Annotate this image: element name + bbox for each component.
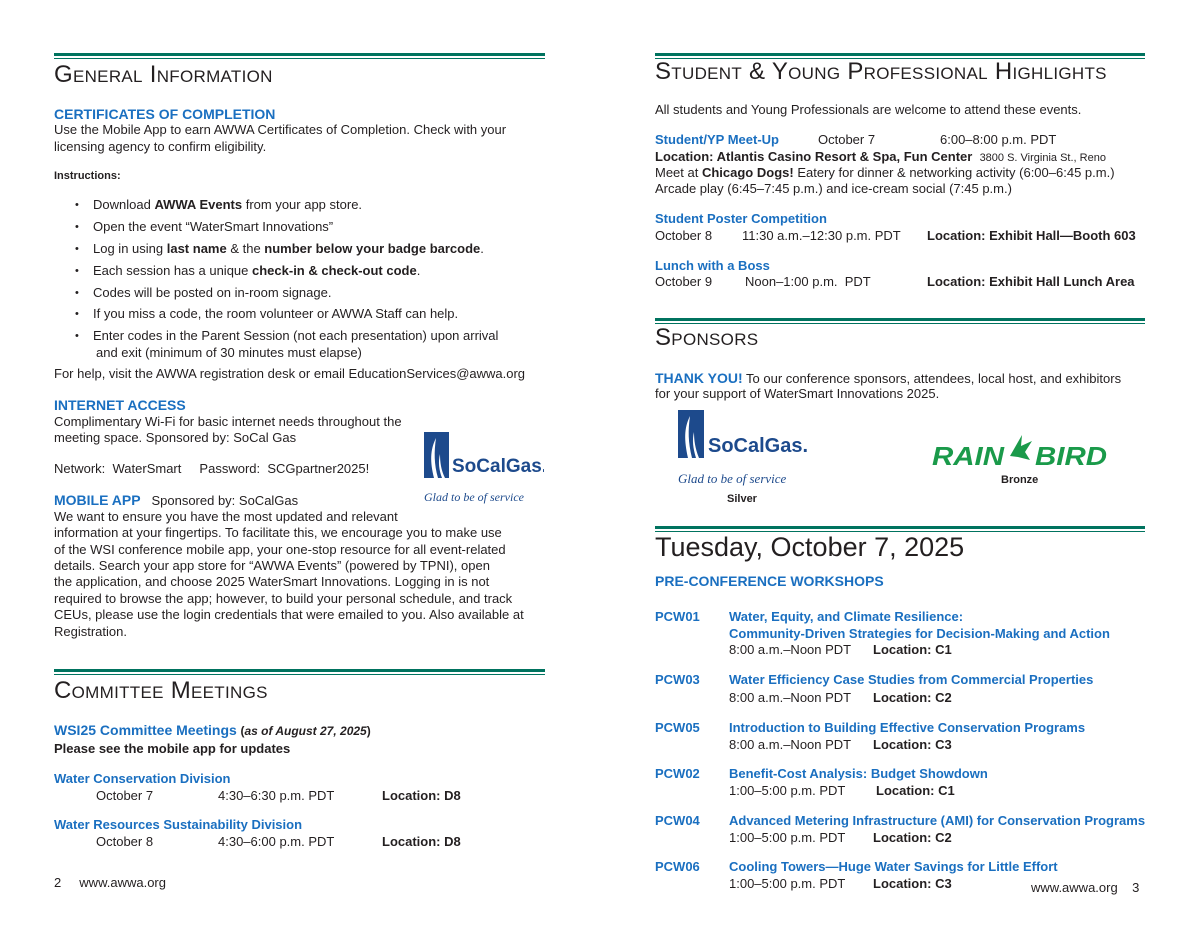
workshop-time: 1:00–5:00 p.m. PDT <box>729 782 846 798</box>
bullet-continuation: and exit (minimum of 30 minutes must elapse) <box>96 345 362 360</box>
body-text: Use the Mobile App to earn AWWA Certificates of Completion. Check with your <box>54 122 507 137</box>
bullet-item: • Open the event “WaterSmart Innovations” <box>93 219 333 235</box>
meeting-name: Water Resources Sustainability Division <box>54 817 303 832</box>
workshop-location: Location: C2 <box>873 689 952 705</box>
event-location: Location: Exhibit Hall—Booth 603 <box>927 228 1136 243</box>
meeting-name: Water Conservation Division <box>54 771 231 786</box>
mobile-app-line: MOBILE APP Sponsored by: SoCalGas <box>54 492 299 508</box>
workshop-title: Advanced Metering Infrastructure (AMI) for Conservation Programs <box>729 813 1146 828</box>
socalgas-logo <box>424 432 544 507</box>
workshop-location: Location: C3 <box>873 875 952 891</box>
committee-heading: WSI25 Committee Meetings (as of August 27, 2025) <box>54 722 371 738</box>
sponsor-level: Bronze <box>1001 474 1039 486</box>
body-text: details. Search your app store for “AWWA Events” (powered by TPNI), open <box>54 558 490 573</box>
event-detail: Arcade play (6:45–7:45 p.m.) and ice-cream social (7:45 p.m.) <box>655 181 1012 196</box>
svg-text:RAIN: RAIN <box>932 441 1006 468</box>
workshop-title: Community-Driven Strategies for Decision-Making and Action <box>729 625 1110 641</box>
workshop-code: PCW02 <box>655 766 700 781</box>
event-time: 6:00–8:00 p.m. PDT <box>940 132 1057 147</box>
meeting-date: October 7 <box>96 788 154 803</box>
workshop-location: Location: C1 <box>873 642 952 657</box>
body-text: of the WSI conference mobile app, your one-stop resource for all event-related <box>54 542 506 557</box>
workshop-location: Location: C2 <box>873 829 952 845</box>
bullet-item: • Log in using last name & the number below your badge barcode. <box>93 241 484 257</box>
workshop-title: Introduction to Building Effective Conservation Programs <box>729 720 1086 735</box>
sponsors-thanks: THANK YOU! To our conference sponsors, attendees, local host, and exhibitors <box>655 370 1122 386</box>
help-text: For help, visit the AWWA registration desk or email EducationServices@awwa.org <box>54 366 526 381</box>
bullet-item: • If you miss a code, the room volunteer or AWWA Staff can help. <box>93 306 458 322</box>
meeting-date: October 8 <box>96 834 154 849</box>
network-info: Network: WaterSmart Password: SCGpartner2025! <box>54 461 370 476</box>
workshop-time: 8:00 a.m.–Noon PDT <box>729 642 852 657</box>
internet-heading: INTERNET ACCESS <box>54 397 186 413</box>
sponsors-body: for your support of WaterSmart Innovations 2025. <box>655 386 940 401</box>
socalgas-sponsor-logo <box>678 410 808 490</box>
svg-text:SoCalGas.: SoCalGas. <box>708 435 808 457</box>
section-title-student: Student & Young Professional Highlights <box>655 58 1107 85</box>
section-title-committee: Committee Meetings <box>54 677 268 704</box>
workshop-time: 1:00–5:00 p.m. PDT <box>729 875 846 891</box>
svg-text:SoCalGas.: SoCalGas. <box>452 456 544 477</box>
meeting-time: 4:30–6:00 p.m. PDT <box>218 834 335 849</box>
svg-text:Glad to be of service: Glad to be of service <box>678 471 787 486</box>
sponsor-level: Silver <box>727 493 757 505</box>
body-text: required to browse the app; however, to build your personal schedule, and track <box>54 591 513 606</box>
page-footer-right: www.awwa.org 3 <box>1031 880 1140 895</box>
svg-text:Glad to be of service: Glad to be of service <box>424 490 524 504</box>
workshop-code: PCW01 <box>655 609 700 624</box>
day-title: Tuesday, October 7, 2025 <box>655 532 965 562</box>
workshop-time: 8:00 a.m.–Noon PDT <box>729 689 852 705</box>
workshop-title: Cooling Towers—Huge Water Savings for Little Effort <box>729 859 1058 874</box>
body-text: meeting space. Sponsored by: SoCal Gas <box>54 430 297 445</box>
workshop-location: Location: C1 <box>876 782 955 798</box>
event-time: 11:30 a.m.–12:30 p.m. PDT <box>742 228 901 243</box>
body-text: Complimentary Wi-Fi for basic internet needs throughout the <box>54 414 402 429</box>
meeting-location: Location: D8 <box>382 788 461 803</box>
event-time: Noon–1:00 p.m. PDT <box>745 274 871 289</box>
workshop-code: PCW06 <box>655 859 700 874</box>
instructions-label: Instructions: <box>54 170 121 182</box>
event-name: Student Poster Competition <box>655 211 827 226</box>
workshop-time: 8:00 a.m.–Noon PDT <box>729 736 852 752</box>
event-date: October 9 <box>655 274 713 289</box>
workshop-title: Water, Equity, and Climate Resilience: <box>729 609 964 624</box>
body-text: We want to ensure you have the most updated and relevant <box>54 509 398 524</box>
section-title-sponsors: Sponsors <box>655 324 759 351</box>
body-text: Registration. <box>54 624 127 639</box>
svg-text:BIRD: BIRD <box>1035 441 1108 468</box>
bullet-item: • Codes will be posted on in-room signage. <box>93 285 331 301</box>
body-text: CEUs, please use the login credentials that were emailed to you. Also available at <box>54 607 524 622</box>
workshop-location: Location: C3 <box>873 736 952 752</box>
event-name: Student/YP Meet-Up <box>655 132 779 147</box>
event-date: October 7 <box>818 132 876 147</box>
page-footer-left: 2 www.awwa.org <box>54 875 166 890</box>
workshops-heading: PRE-CONFERENCE WORKSHOPS <box>655 573 884 589</box>
student-intro: All students and Young Professionals are welcome to attend these events. <box>655 102 1082 117</box>
committee-note: Please see the mobile app for updates <box>54 741 291 756</box>
workshop-code: PCW05 <box>655 720 700 735</box>
event-location: Location: Atlantis Casino Resort & Spa, Fun Center 3800 S. Virginia St., Reno <box>655 149 1106 164</box>
body-text: licensing agency to confirm eligibility. <box>54 139 267 154</box>
workshop-title: Water Efficiency Case Studies from Commercial Properties <box>729 672 1094 687</box>
bullet-item: • Enter codes in the Parent Session (not each presentation) upon arrival <box>93 328 498 344</box>
rainbird-logo <box>932 432 1112 468</box>
workshop-code: PCW03 <box>655 672 700 687</box>
event-detail: Meet at Chicago Dogs! Eatery for dinner & networking activity (6:00–6:45 p.m.) <box>655 165 1115 180</box>
workshop-code: PCW04 <box>655 813 700 828</box>
body-text: the application, and choose 2025 WaterSmart Innovations. Logging in is not <box>54 574 490 589</box>
event-date: October 8 <box>655 228 713 243</box>
workshop-title: Benefit-Cost Analysis: Budget Showdown <box>729 766 988 781</box>
workshop-time: 1:00–5:00 p.m. PDT <box>729 829 846 845</box>
bullet-item: • Each session has a unique check-in & check-out code. <box>93 263 420 279</box>
event-location: Location: Exhibit Hall Lunch Area <box>927 274 1135 289</box>
body-text: information at your fingertips. To facilitate this, we encourage you to make use <box>54 525 502 540</box>
bullet-item: • Download AWWA Events from your app store. <box>93 197 362 213</box>
section-title-general: General Information <box>54 61 273 88</box>
meeting-time: 4:30–6:30 p.m. PDT <box>218 788 335 803</box>
meeting-location: Location: D8 <box>382 834 461 849</box>
cert-heading: CERTIFICATES OF COMPLETION <box>54 106 276 122</box>
event-name: Lunch with a Boss <box>655 258 770 273</box>
